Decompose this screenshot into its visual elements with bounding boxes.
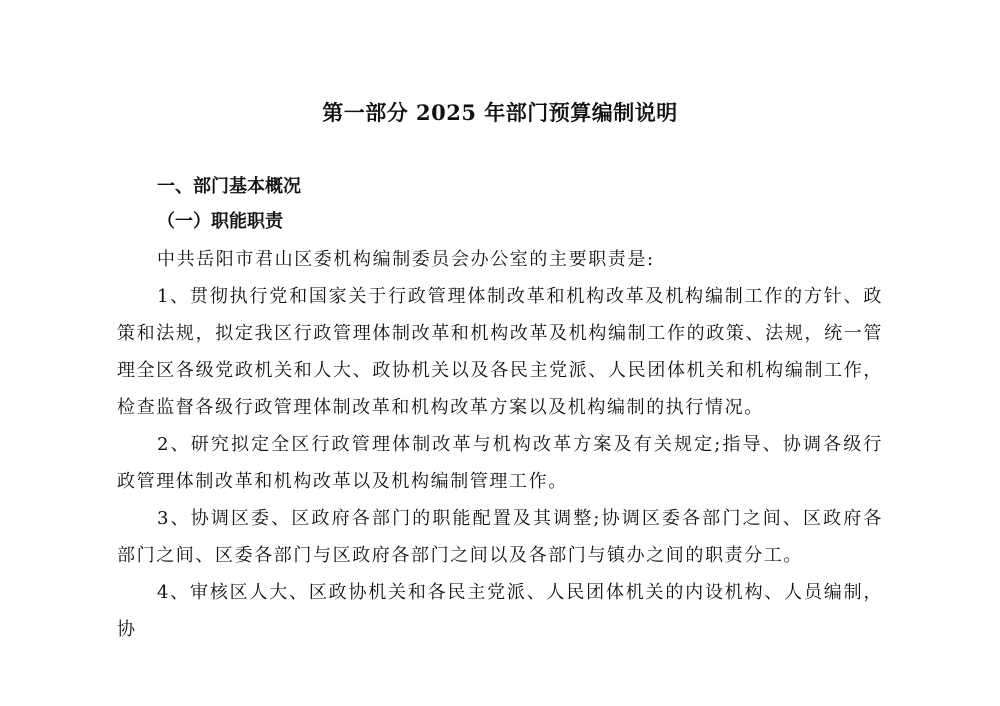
- duty-paragraph-2: 2、研究拟定全区行政管理体制改革与机构改革方案及有关规定;指导、协调各级行政管理体制改革和机构改革以及机构编制管理工作。: [117, 434, 883, 492]
- subsection-heading: （一）职能职责: [157, 211, 283, 232]
- document-title: 第一部分 2025 年部门预算编制说明: [322, 100, 678, 125]
- body-text: [117, 241, 883, 648]
- intro-paragraph: 中共岳阳市君山区委机构编制委员会办公室的主要职责是:: [157, 249, 655, 270]
- section-heading: 一、部门基本概况: [157, 176, 301, 197]
- duty-paragraph-3: 3、协调区委、区政府各部门的职能配置及其调整;协调区委各部门之间、区政府各部门之间、区委各部门与区政府各部门之间以及各部门与镇办之间的职责分工。: [117, 508, 883, 566]
- duty-paragraph-4: 4、审核区人大、区政协机关和各民主党派、人民团体机关的内设机构、人员编制，协: [117, 582, 883, 640]
- duty-paragraph-1: 1、贯彻执行党和国家关于行政管理体制改革和机构改革及机构编制工作的方针、政策和法规，拟定我区行政管理体制改革和机构改革及机构编制工作的政策、法规，统一管理全区各级党政机关和人大、政协机关以及各民主党派、人民团体机关和机构编制工作，检查监督各级行政管理体制改革和机构改革方案以及机构编制的执行情况。: [117, 286, 883, 418]
